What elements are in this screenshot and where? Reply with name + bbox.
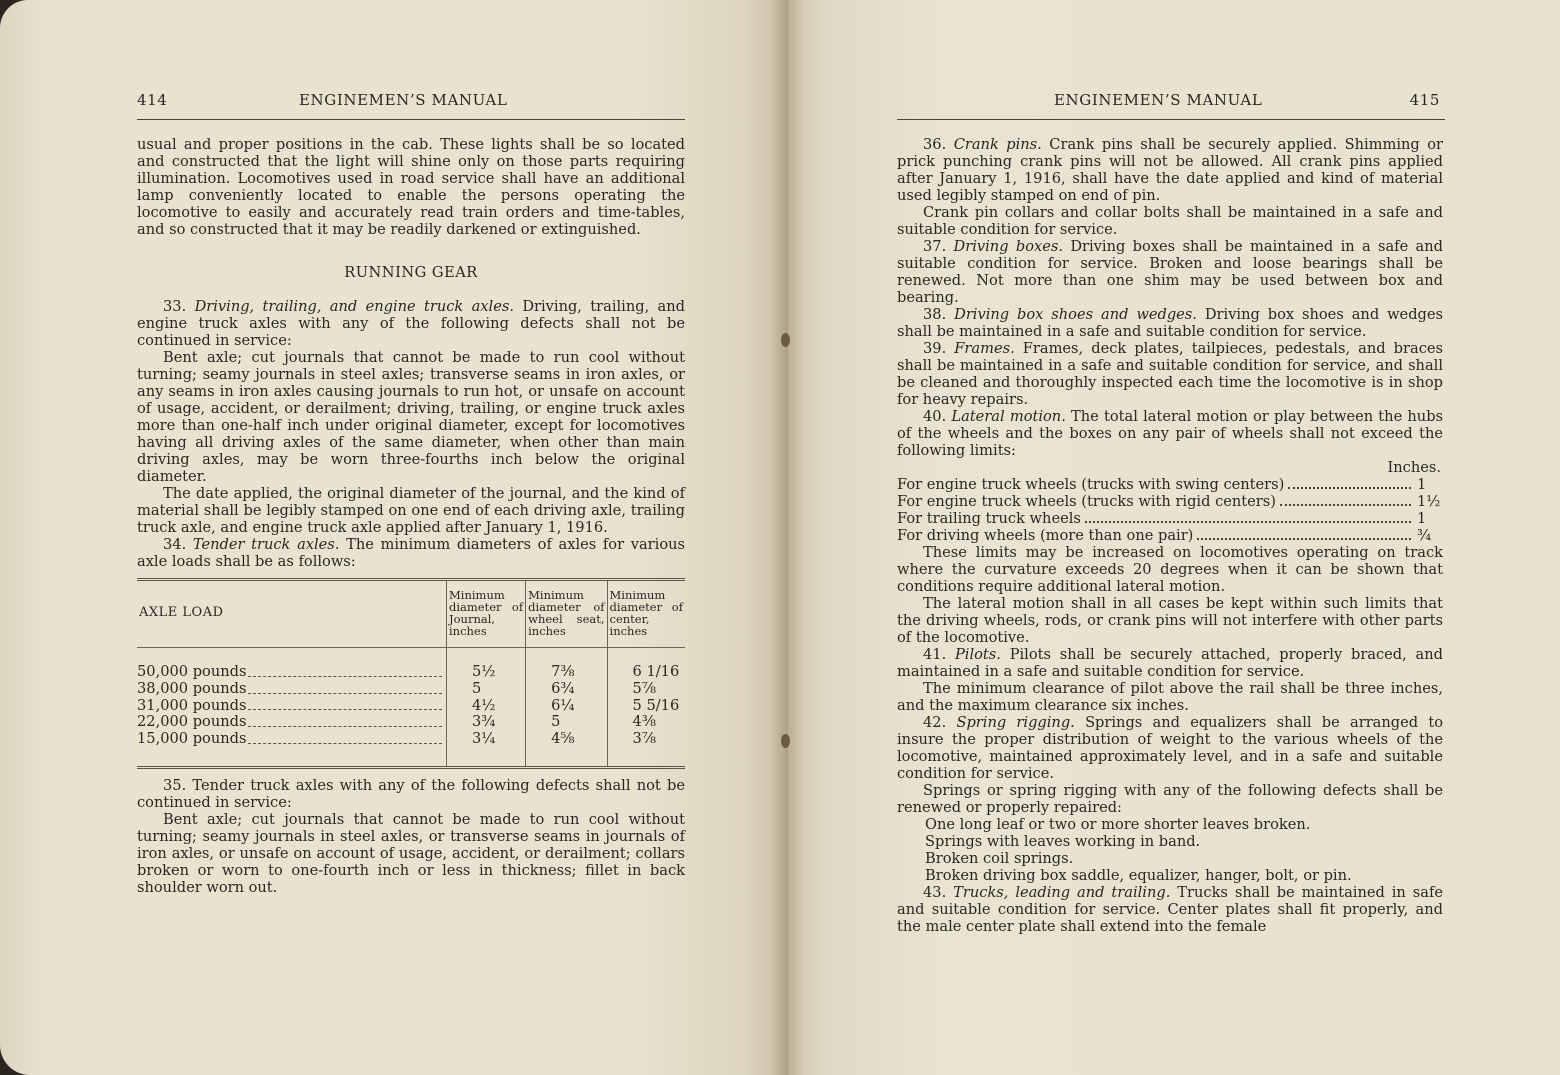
column-header: Minimum diameter of wheel seat, inches xyxy=(526,580,607,648)
table-row xyxy=(137,664,685,681)
axle-load: 31,000 pounds xyxy=(137,696,247,714)
section-39 xyxy=(897,340,1443,408)
section-42-defects-intro: Springs or spring rigging with any of the following defects shall be renewed or properly repaired: xyxy=(897,782,1443,816)
section-number: 42. xyxy=(923,714,947,731)
running-title: ENGINEMEN’S MANUAL xyxy=(299,91,508,109)
center-diameter: 4⅜ xyxy=(607,714,685,731)
wheel-seat-diameter: 6¾ xyxy=(526,681,607,698)
binding-stitch xyxy=(781,734,790,748)
axle-diameter-table xyxy=(137,578,685,769)
left-text-column xyxy=(137,136,685,896)
section-title: Frames. xyxy=(954,340,1015,357)
right-page-header xyxy=(897,91,1445,120)
limit-value: 1 xyxy=(1417,510,1427,527)
section-number: 33. xyxy=(163,298,187,315)
wheel-seat-diameter: 5 xyxy=(526,714,607,731)
section-43 xyxy=(897,884,1443,935)
limit-label: For driving wheels (more than one pair) xyxy=(897,527,1194,544)
section-text: The total lateral motion or play between the hubs of the wheels and the boxes on any pair of wheels shall not exceed the following limits: xyxy=(897,408,1444,459)
section-text: The minimum diameters of axles for various axle loads shall be as follows: xyxy=(137,536,686,570)
table-row xyxy=(137,698,685,715)
list-item xyxy=(897,527,1443,544)
journal-diameter: 5 xyxy=(447,681,526,698)
journal-diameter: 4½ xyxy=(447,698,526,715)
section-title: Trucks, leading and trailing. xyxy=(953,884,1171,901)
section-33-defects: Bent axle; cut journals that cannot be made to run cool without turning; seamy journals in steel axles; transverse seams in iron axles, or any seams in iron axles causing journals to run hot, or unsafe on account of usage, accident, or derailment; driving, trailing, or engine truck axles more than one-half inch under original diameter, except for locomotives having all driving axles of the same diameter, when other than main driving axles, may be worn three-fourths inch below the original diameter. xyxy=(137,349,685,485)
section-33-date: The date applied, the original diameter of the journal, and the kind of material shall be legibly stamped on one end of each driving axle, trailing truck axle, and engine truck axle applied after January 1, 1916. xyxy=(137,485,685,536)
section-title: Lateral motion. xyxy=(951,408,1066,425)
section-text: Springs and equalizers shall be arranged to insure the proper distribution of weight to the various wheels of the locomotive, maintained approximately level, and in a safe and suitable condition for service. xyxy=(897,714,1443,782)
limit-value: 1 xyxy=(1417,476,1427,493)
section-title: Driving boxes. xyxy=(953,238,1063,255)
list-item xyxy=(897,493,1443,510)
center-diameter: 6 1/16 xyxy=(607,664,685,681)
list-item: Broken driving box saddle, equalizer, hanger, bolt, or pin. xyxy=(925,867,1352,884)
column-header: AXLE LOAD xyxy=(137,580,447,648)
section-title: Driving, trailing, and engine truck axles. xyxy=(194,298,514,315)
section-text: Frames, deck plates, tailpieces, pedestals, and braces shall be maintained in a safe and suitable condition for service, and shall be cleaned and thoroughly inspected each time the locomotive is in shop for heavy repairs. xyxy=(897,340,1443,408)
section-title: Tender truck axles. xyxy=(192,536,340,553)
section-number: 37. xyxy=(923,238,947,255)
section-40-increase: These limits may be increased on locomotives operating on track where the curvature exceeds 20 degrees when it can be shown that conditions require additional lateral motion. xyxy=(897,544,1443,595)
section-36 xyxy=(897,136,1443,204)
limit-value: ¾ xyxy=(1417,527,1432,544)
axle-load: 22,000 pounds xyxy=(137,713,247,731)
section-text: Crank pins shall be securely applied. Shimming or prick punching crank pins will not be allowed. All crank pins applied after January 1, 1916, shall have the date applied and kind of material used legibly stamped on end of pin. xyxy=(897,136,1443,204)
table-row xyxy=(137,731,685,748)
section-text: Driving boxes shall be maintained in a safe and suitable condition for service. Broken and loose bearings shall be renewed. Not more than one shim may be used between box and bearing. xyxy=(897,238,1443,306)
section-42 xyxy=(897,714,1443,782)
column-header: Minimum diameter of center, inches xyxy=(607,580,685,648)
center-diameter: 5 5/16 xyxy=(607,698,685,715)
section-title: Pilots. xyxy=(954,646,1001,663)
section-title: Crank pins. xyxy=(953,136,1042,153)
section-38 xyxy=(897,306,1443,340)
journal-diameter: 3¾ xyxy=(447,714,526,731)
section-title: Spring rigging. xyxy=(956,714,1075,731)
section-number: 36. xyxy=(923,136,947,153)
running-title: ENGINEMEN’S MANUAL xyxy=(1054,91,1263,109)
section-title: Driving box shoes and wedges. xyxy=(954,306,1197,323)
section-number: 41. xyxy=(923,646,947,663)
section-36-collars: Crank pin collars and collar bolts shall be maintained in a safe and suitable condition for service. xyxy=(897,204,1443,238)
limit-label: For engine truck wheels (trucks with swing centers) xyxy=(897,476,1285,493)
section-40-kept: The lateral motion shall in all cases be kept within such limits that the driving wheels, rods, or crank pins will not interfere with other parts of the locomotive. xyxy=(897,595,1443,646)
axle-load: 15,000 pounds xyxy=(137,730,247,748)
list-item xyxy=(897,510,1443,527)
center-diameter: 3⅞ xyxy=(607,731,685,748)
section-35-defects: Bent axle; cut journals that cannot be made to run cool without turning; seamy journals in steel axles, or transverse seams in journals of iron axles, or unsafe on account of usage, accident, or derailment; collars broken or worn to one-fourth inch or less in thickness; fillet in back shoulder worn out. xyxy=(137,810,685,896)
intro-paragraph: usual and proper positions in the cab. These lights shall be so located and constructed that the light will shine only on those parts requiring illumination. Locomotives used in road service shall have an additional lamp conveniently located to enable the persons operating the locomotive to easily and accurately read train orders and time-tables, and so constructed that it may be readily darkened or extinguished. xyxy=(137,136,685,238)
section-40 xyxy=(897,408,1443,459)
axle-load: 38,000 pounds xyxy=(137,679,247,697)
table-row xyxy=(137,714,685,731)
list-item: One long leaf or two or more shorter leaves broken. xyxy=(925,816,1311,833)
wheel-seat-diameter: 7⅜ xyxy=(526,664,607,681)
binding-stitch xyxy=(781,333,790,347)
section-number: 43. xyxy=(923,884,947,901)
section-41 xyxy=(897,646,1443,680)
section-text: Trucks shall be maintained in safe and suitable condition for service. Center plates shall fit properly, and the male center plate shall extend into the female xyxy=(897,884,1443,935)
section-text: Driving, trailing, and engine truck axles with any of the following defects shall not be continued in service: xyxy=(137,298,685,349)
limit-value: 1½ xyxy=(1417,493,1441,510)
list-item xyxy=(897,476,1443,493)
section-33 xyxy=(137,298,685,349)
section-number: 38. xyxy=(923,306,947,323)
column-header: Minimum diameter of Journal, inches xyxy=(447,580,526,648)
journal-diameter: 5½ xyxy=(447,664,526,681)
list-item: Broken coil springs. xyxy=(925,850,1074,867)
section-number: 40. xyxy=(923,408,947,425)
journal-diameter: 3¼ xyxy=(447,731,526,748)
wheel-seat-diameter: 4⅝ xyxy=(526,731,607,748)
section-34 xyxy=(137,536,685,570)
section-text: Driving box shoes and wedges shall be maintained in a safe and suitable condition for service. xyxy=(897,306,1444,340)
center-diameter: 5⅞ xyxy=(607,681,685,698)
section-number: 39. xyxy=(923,340,947,357)
table-header-row xyxy=(137,580,685,648)
section-number: 34. xyxy=(163,536,187,553)
page-number: 415 xyxy=(1409,91,1440,109)
lateral-motion-limits xyxy=(897,459,1443,544)
section-heading: RUNNING GEAR xyxy=(344,264,478,281)
axle-load: 50,000 pounds xyxy=(137,663,247,680)
right-page xyxy=(786,0,1560,1075)
limit-label: For engine truck wheels (trucks with rigid centers) xyxy=(897,493,1276,510)
book-gutter xyxy=(770,0,804,1075)
section-41-clearance: The minimum clearance of pilot above the rail shall be three inches, and the maximum clearance six inches. xyxy=(897,680,1443,714)
section-text: Pilots shall be securely attached, properly braced, and maintained in a safe and suitable condition for service. xyxy=(897,646,1443,680)
section-37 xyxy=(897,238,1443,306)
limit-label: For trailing truck wheels xyxy=(897,510,1081,527)
page-number: 414 xyxy=(137,91,168,109)
limits-unit-header: Inches. xyxy=(1387,459,1441,476)
left-page-header xyxy=(137,91,685,120)
section-35: 35. Tender truck axles with any of the following defects shall not be continued in service: xyxy=(137,776,685,811)
list-item: Springs with leaves working in band. xyxy=(925,833,1201,850)
table-row xyxy=(137,681,685,698)
right-text-column xyxy=(897,136,1443,935)
wheel-seat-diameter: 6¼ xyxy=(526,698,607,715)
